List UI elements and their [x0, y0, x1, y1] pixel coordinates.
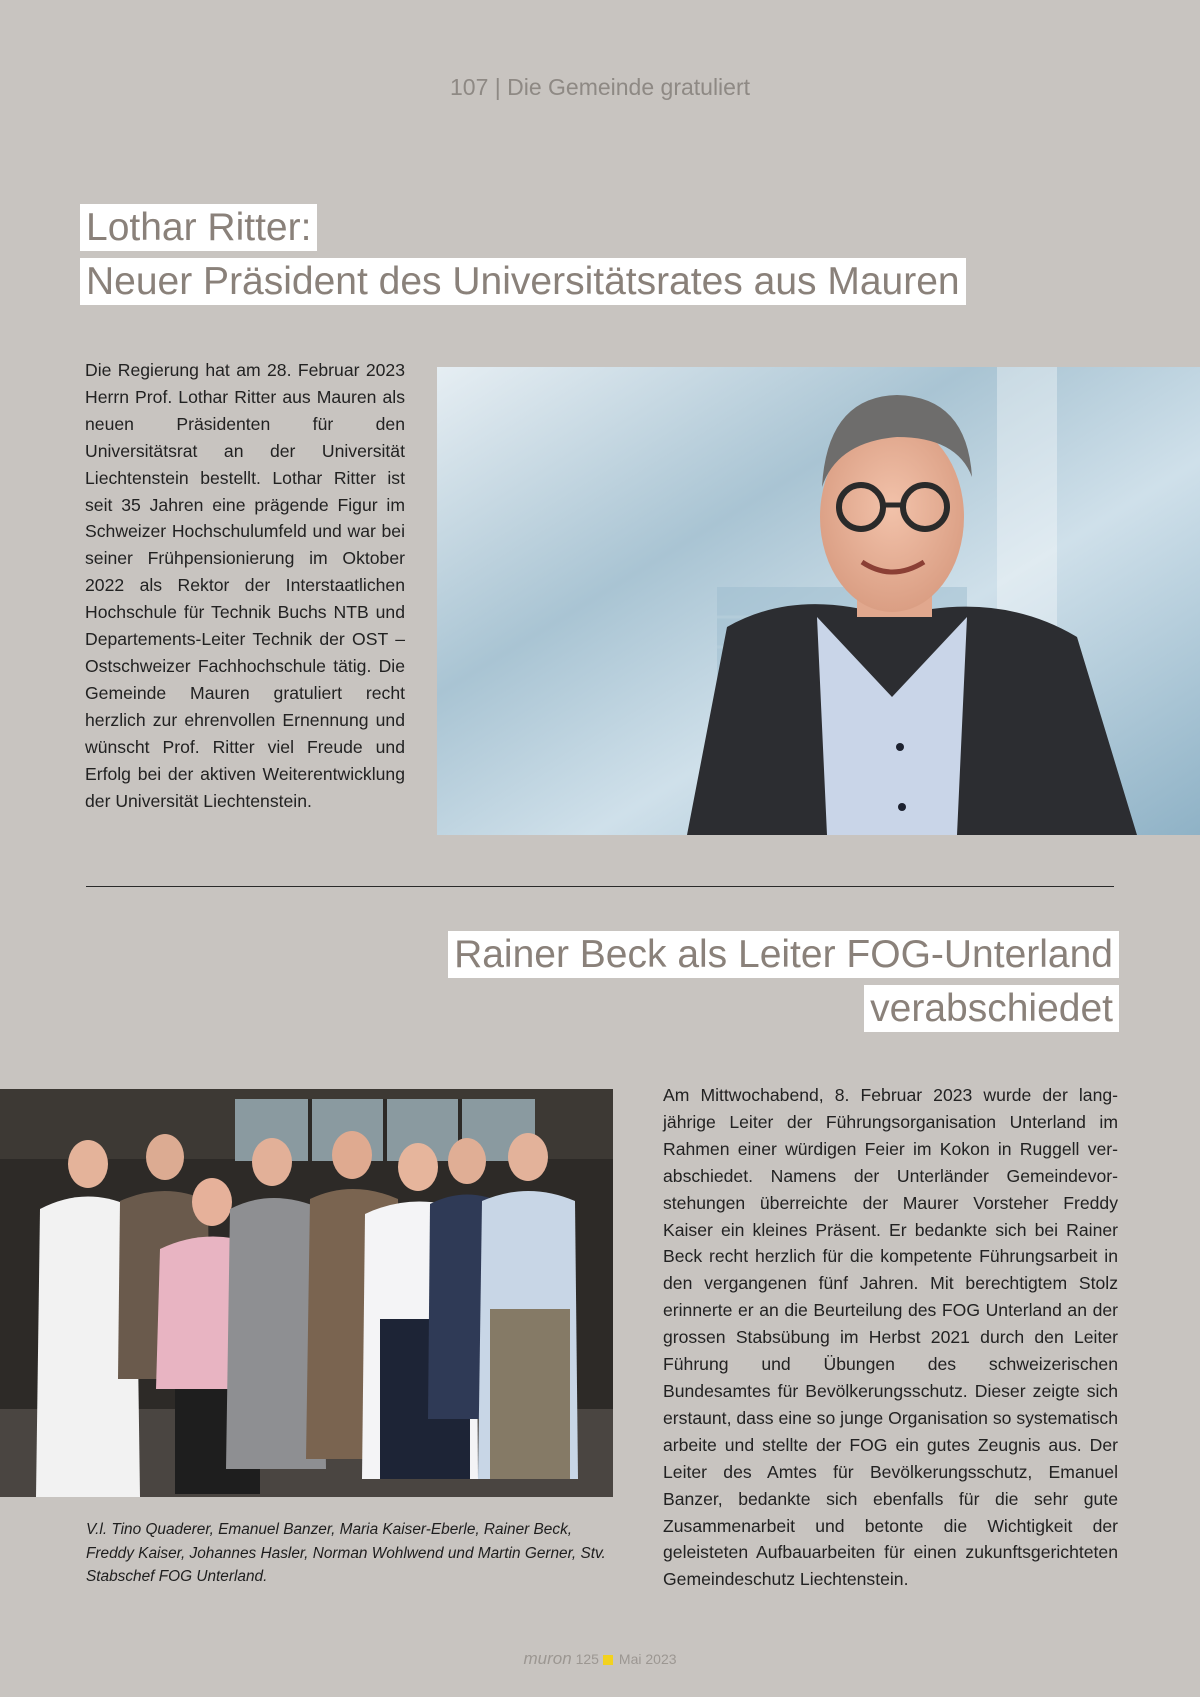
page-footer [0, 1649, 1200, 1669]
group-photo-illustration [0, 1089, 613, 1497]
article2-body: Am Mittwochabend, 8. Februar 2023 wurde der langjährige Leiter der Führungsorganisation Unterland im Rahmen einer würdigen Feier im Kokon in Ruggell verabschiedet. Namens der Unterländer Gemeindevorstehungen überreichte der Maurer Vorsteher Freddy Kaiser ein kleines Präsent. Er bedankte sich bei Rainer Beck recht herzlich für die kompetente Führungsarbeit in den vergangenen fünf Jahren. Mit berechtigtem Stolz erinnerte er an die Beurteilung des FOG Unterland an der grossen Stabsübung im Herbst 2021 durch den Leiter Führung und Übungen des schweizerischen Bundesamtes für Bevölkerungsschutz. Dieser zeigte sich erstaunt, dass eine so junge Organisation so systematisch arbeite und stellte der FOG ein gutes Zeugnis aus. Der Leiter des Amtes für Bevölkerungsschutz, Emanuel Banzer, bedankte sich ebenfalls für die sehr gute Zusammenarbeit und betonte die Wichtigkeit der geleisteten Aufbauarbeiten für einen zukunftsgerichteten Gemeindeschutz Liechtenstein. [663, 1085, 1118, 1590]
footer-issue: 125 [575, 1651, 599, 1667]
section-divider [86, 886, 1114, 887]
article1-body: Die Regierung hat am 28. Februar 2023 Herrn Prof. Lothar Ritter aus Mauren als neuen Präsidenten für den Universitätsrat an der Universität Liechtenstein bestellt. Lothar Ritter ist seit 35 Jahren eine prägende Figur im Schweizer Hochschulumfeld und war bei seiner Frühpensionierung im Oktober 2022 als Rektor der Interstaatlichen Hochschule für Technik Buchs NTB und Departements-Leiter Technik der OST – Ostschweizer Fachhochschule tätig. Die Gemeinde Mauren gratuliert recht herzlich zur ehrenvollen Ernennung und wünscht Prof. Ritter viel Freude und Erfolg bei der aktiven Weiterentwicklung der Universität Liechtenstein. [85, 360, 405, 811]
footer-brand: muron [523, 1649, 572, 1668]
portrait-photo [437, 367, 1200, 835]
article2-headline-line2: verabschiedet [864, 985, 1119, 1032]
article1-headline-line2: Neuer Präsident des Universitätsrates aus Mauren [80, 258, 966, 305]
group-photo [0, 1089, 613, 1497]
article2-headline-line1: Rainer Beck als Leiter FOG-Unterland [448, 931, 1119, 978]
article1-headline-line1: Lothar Ritter: [80, 204, 317, 251]
photo-caption: V.l. Tino Quaderer, Emanuel Banzer, Maria Kaiser-Eberle, Rainer Beck, Freddy Kaiser, Johannes Hasler, Norman Wohlwend und Martin Gerner, Stv. Stabschef FOG Unterland. [86, 1521, 606, 1586]
yellow-square-icon [603, 1655, 613, 1665]
footer-date: Mai 2023 [618, 1651, 677, 1667]
page-header: 107 | Die Gemeinde gratuliert [449, 74, 751, 100]
portrait-photo-illustration [437, 367, 1200, 835]
